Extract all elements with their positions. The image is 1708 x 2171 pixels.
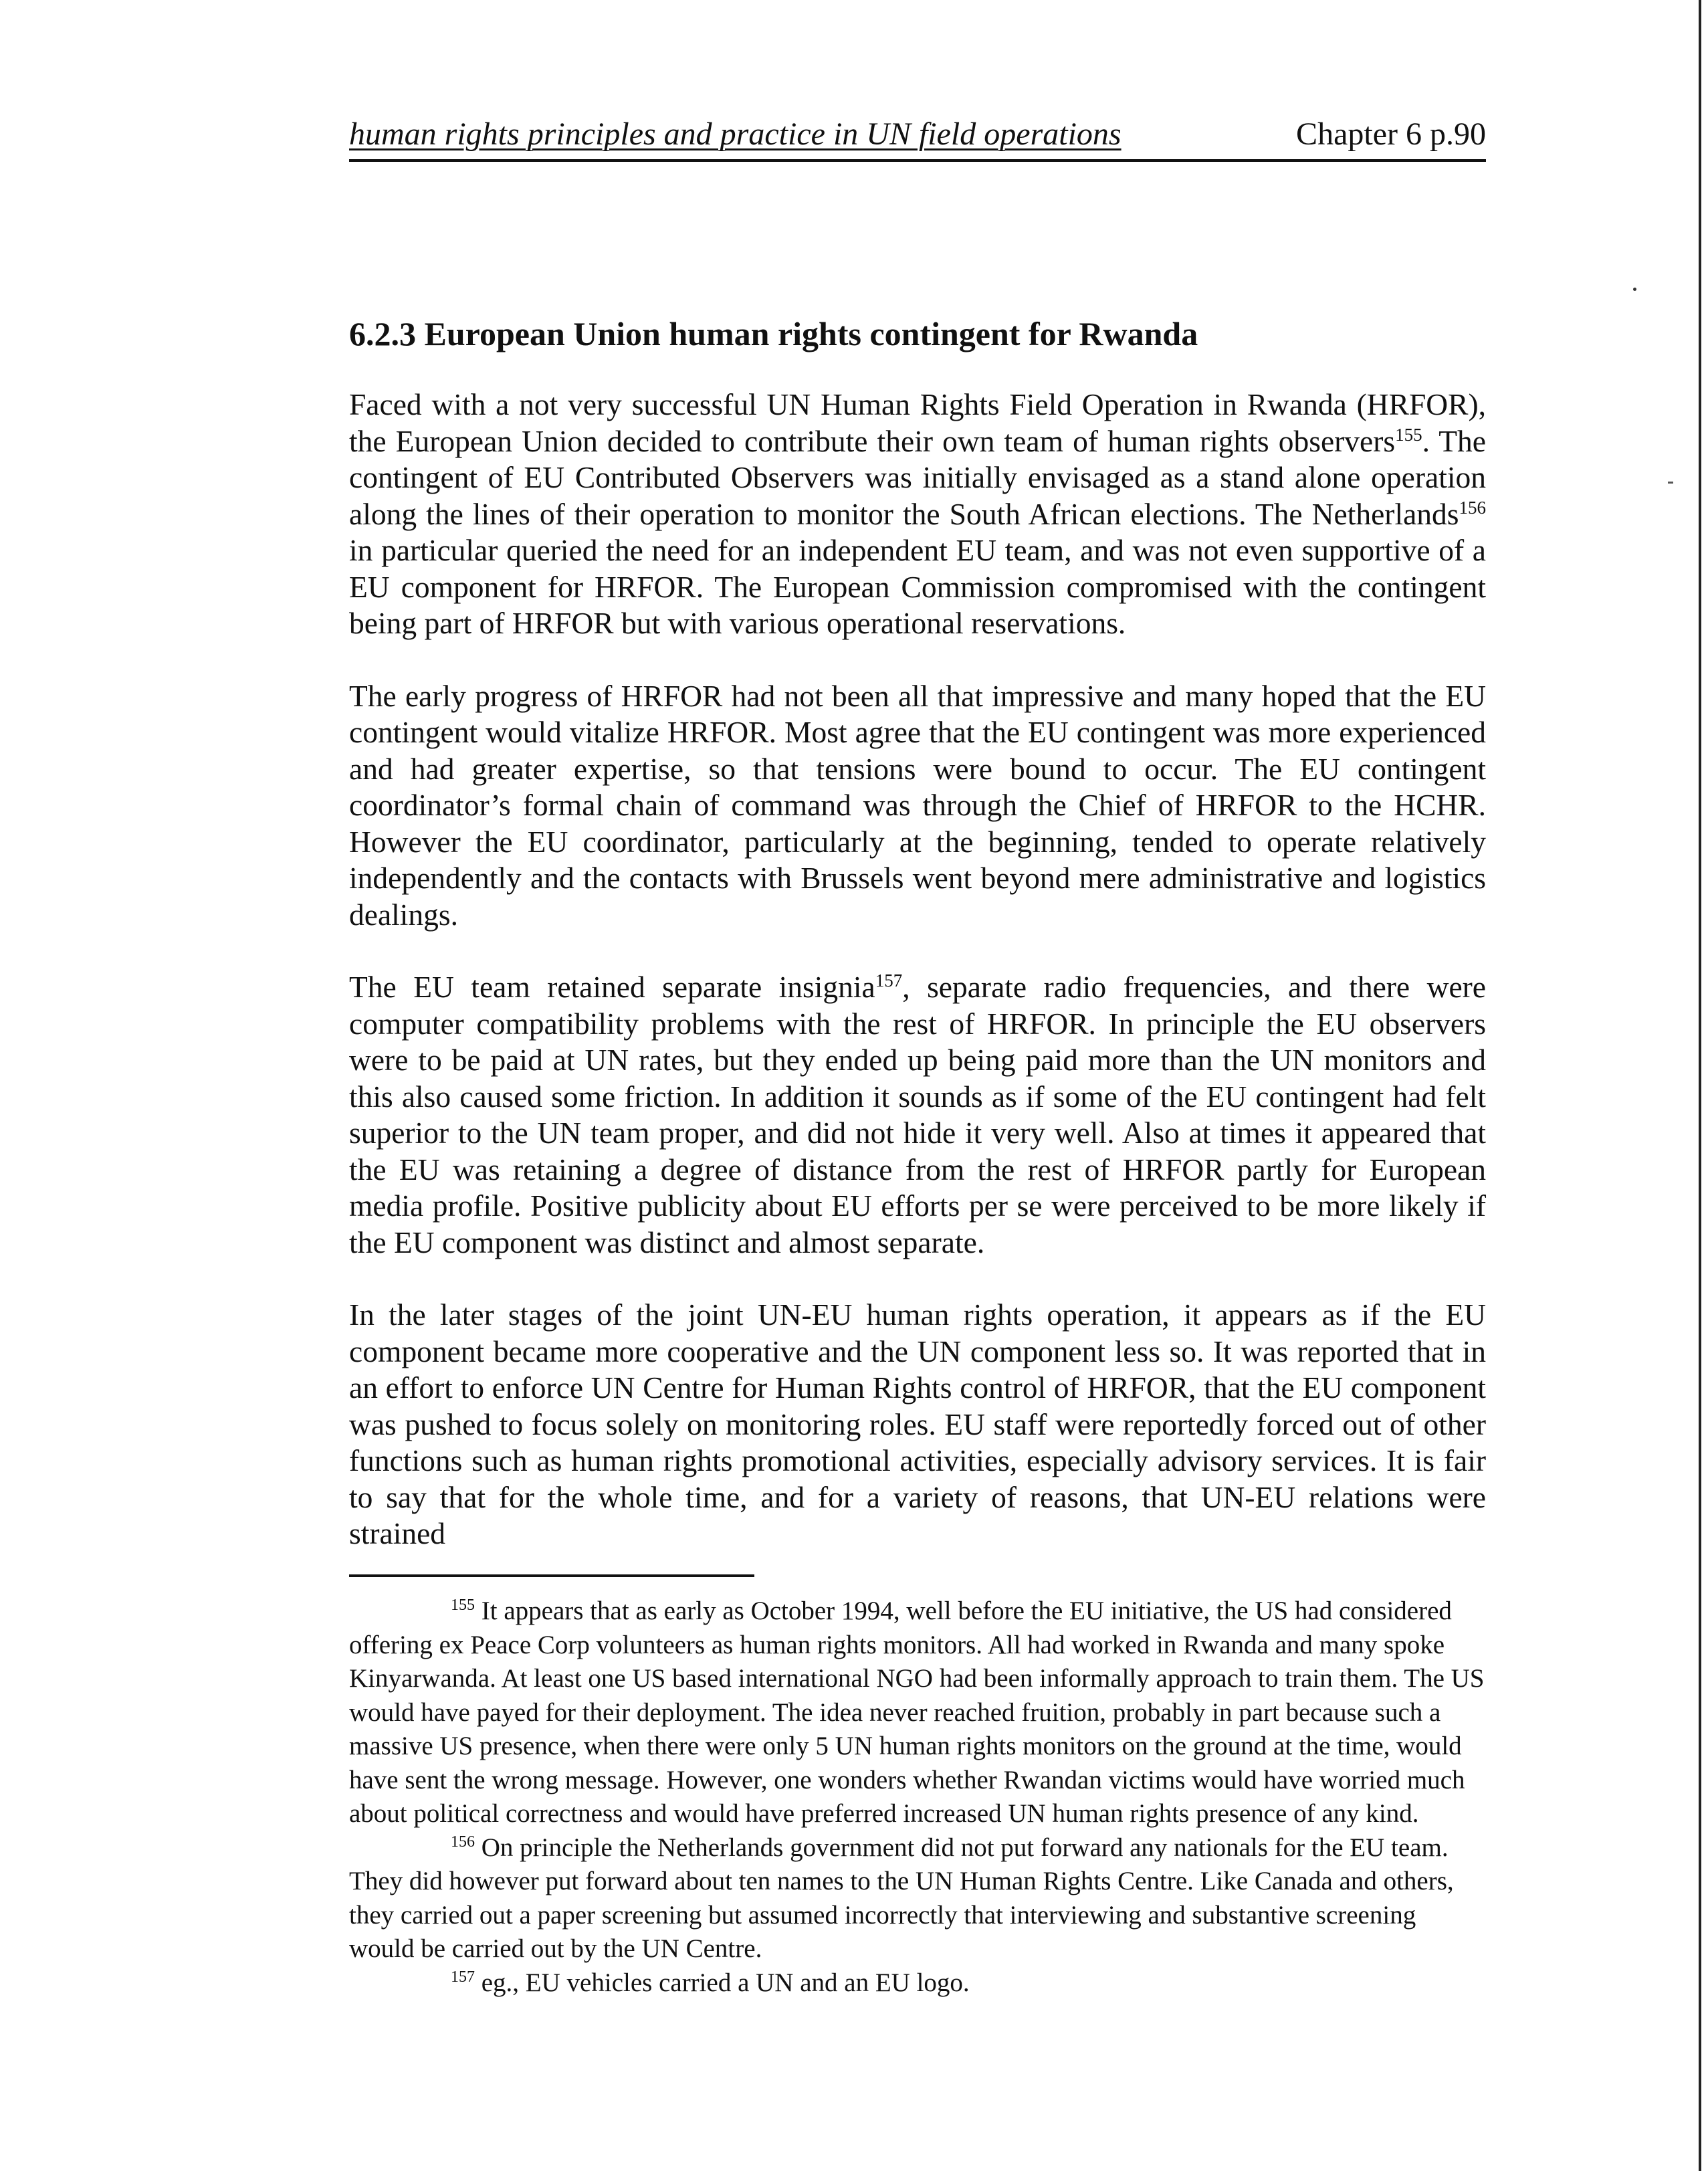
footnote-155-number: 155 — [451, 1596, 475, 1614]
running-header — [349, 111, 1486, 162]
paragraph-3-text-b: , separate radio frequencies, and there were computer compatibility problems with the rest of HRFOR. In principle the EU observers were to be paid at UN rates, but they ended up being paid more than the UN monitors and this also caused some friction. In addition it sounds as if some of the EU contingent had felt superior to the UN team proper, and did not hide it very well. Also at times it appeared that the EU was retaining a degree of distance from the rest of HRFOR partly for European media profile. Positive publicity about EU efforts per se were perceived to be more likely if the EU component was distinct and almost separate. — [349, 970, 1486, 1259]
footnotes — [349, 1594, 1486, 2000]
scan-speck — [1668, 482, 1673, 484]
footnote-157-text: eg., EU vehicles carried a UN and an EU logo. — [475, 1968, 970, 1997]
paragraph-2: The early progress of HRFOR had not been all that impressive and many hoped that the EU contingent would vitalize HRFOR. Most agree that the EU contingent was more experienced and had greater expertise, so that tensions were bound to occur. The EU contingent coordinator’s formal chain of command was through the Chief of HRFOR to the HCHR. However the EU coordinator, particularly at the beginning, tended to operate relatively independently and the contacts with Brussels went beyond mere administrative and logistics dealings. — [349, 678, 1486, 932]
paragraph-1-text-c: in particular queried the need for an independent EU team, and was not even supportive of a EU component for HRFOR. The European Commission compromised with the contingent being part of HRFOR but with various operational reservations. — [349, 533, 1486, 640]
footnote-157 — [349, 1966, 1486, 2000]
running-header-title: human rights principles and practice in UN field operations — [349, 116, 1122, 152]
footnote-separator — [349, 1574, 754, 1577]
scan-edge-line — [1699, 0, 1701, 2171]
footnote-156-text: On principle the Netherlands government did not put forward any nationals for the EU team. They did however put forward about ten names to the UN Human Rights Centre. Like Canada and others, they carried out a paper screening but assumed incorrectly that interviewing and substantive screening would be carried out by the UN Centre. — [349, 1833, 1454, 1963]
footnote-157-number: 157 — [451, 1968, 475, 1986]
paragraph-3 — [349, 969, 1486, 1261]
body-text — [349, 387, 1486, 1588]
footnote-156 — [349, 1831, 1486, 1966]
paragraph-3-text-a: The EU team retained separate insignia — [349, 970, 875, 1004]
running-header-chapter-page: Chapter 6 p.90 — [1296, 116, 1486, 152]
footnote-reference-155: 155 — [1395, 424, 1422, 445]
paragraph-1-text-b: . The contingent of EU Contributed Observers was initially envisaged as a stand alone operation along the lines of their operation to monitor the South African elections. The Netherlands — [349, 423, 1487, 531]
section-heading: 6.2.3 European Union human rights contingent for Rwanda — [349, 315, 1198, 352]
paragraph-4: In the later stages of the joint UN-EU human rights operation, it appears as if the EU component became more cooperative and the UN component less so. It was reported that in an effort to enforce UN Centre for Human Rights control of HRFOR, that the EU component was pushed to focus solely on monitoring roles. EU staff were reportedly forced out of other functions such as human rights promotional activities, especially advisory services. It is fair to say that for the whole time, and for a variety of reasons, that UN-EU relations were strained — [349, 1298, 1486, 1550]
footnote-156-number: 156 — [451, 1833, 475, 1851]
footnote-155-text: It appears that as early as October 1994, well before the EU initiative, the US had considered offering ex Peace Corp volunteers as human rights monitors. All had worked in Rwanda and many spoke Kinyarwanda. At least one US based international NGO had been informally approach to train them. The US would have payed for their deployment. The idea never reached fruition, probably in part because such a massive US presence, when there were only 5 UN human rights monitors on the ground at the time, would have sent the wrong message. However, one wonders whether Rwandan victims would have worried much about political correctness and would have preferred increased UN human rights presence of any kind. — [349, 1596, 1485, 1828]
footnote-reference-157: 157 — [875, 970, 903, 991]
paragraph-1 — [349, 387, 1486, 642]
paragraph-1-text-a: Faced with a not very successful UN Human Rights Field Operation in Rwanda (HRFOR), the European Union decided to contribute their own team of human rights observers — [349, 387, 1486, 458]
footnote-155 — [349, 1594, 1486, 1831]
footnote-reference-156: 156 — [1459, 497, 1486, 518]
scan-speck — [1633, 288, 1636, 291]
